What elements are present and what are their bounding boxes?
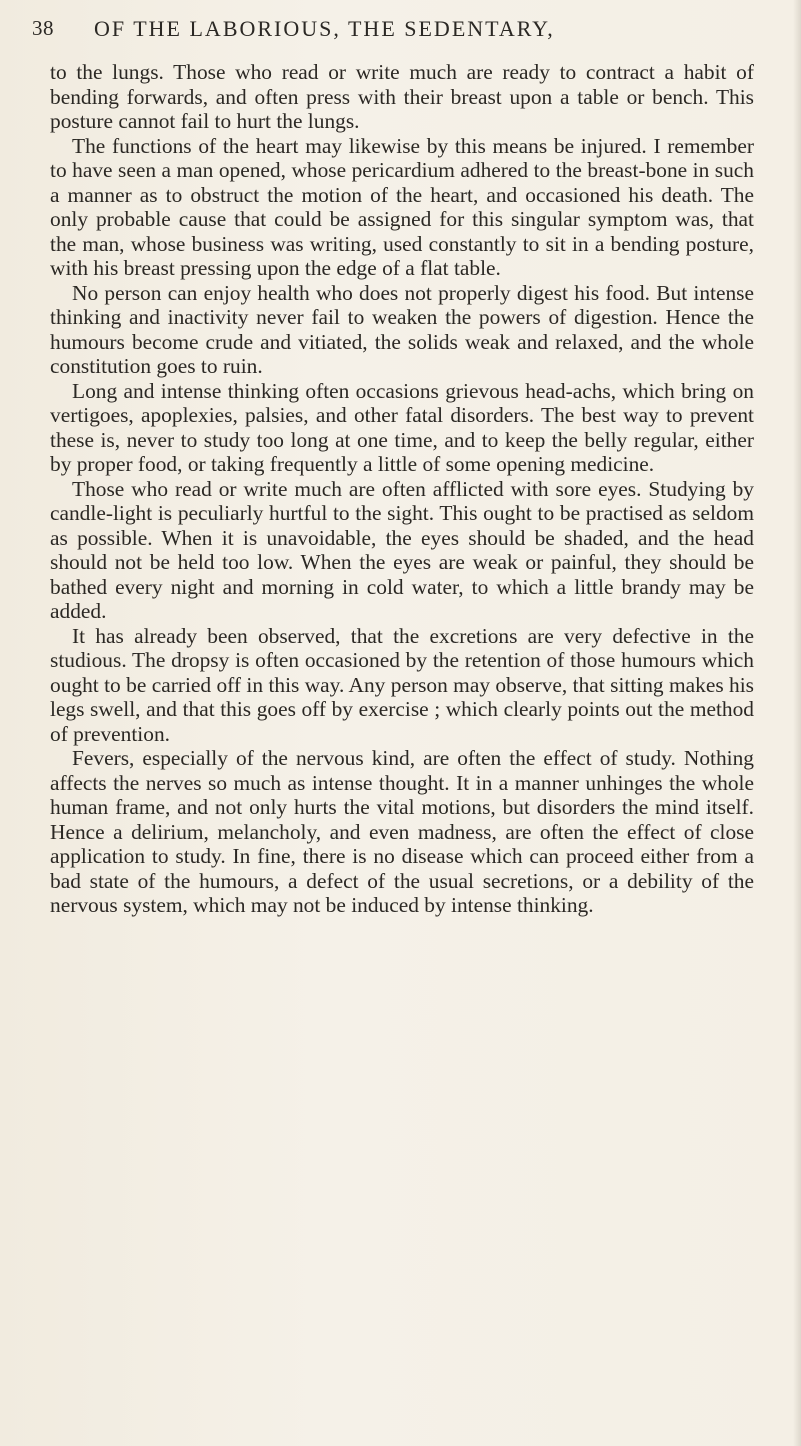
running-head: OF THE LABORIOUS, THE SEDENTARY, [94,16,555,41]
paragraph-digestion: No person can enjoy health who does not properly digest his food. But intense thinking and inactivity never fail to weaken the powers of digestion. Hence the humours become crude and vitiated, the solids weak and relaxed, and the whole constitution goes to ruin. [50,280,754,378]
page-number: 38 [32,16,54,40]
paragraph-continuation: to the lungs. Those who read or write much are ready to contract a habit of bending forwards, and often press with their breast upon a table or bench. This posture cannot fail to hurt the lungs. [50,60,754,133]
paragraph-fevers: Fevers, especially of the nervous kind, are often the effect of study. Nothing affects the nerves so much as intense thought. It in a manner unhinges the whole human frame, and not only hurts the vital motions, but disorders the mind itself. Hence a delirium, melancholy, and even madness, are often the effect of close application to study. In fine, there is no disease which can proceed either from a bad state of the humours, a defect of the usual secretions, or a debility of the nervous system, which may not be induced by intense thinking. [50,746,754,917]
paragraph-excretions: It has already been observed, that the excretions are very defective in the studious. The dropsy is often occasioned by the retention of those humours which ought to be carried off in this way. Any person may observe, that sitting makes his legs swell, and that this goes off by exercise ; which clearly points out the method of prevention. [50,623,754,746]
paragraph-head-achs: Long and intense thinking often occasions grievous head-achs, which bring on vertigoes, apoplexies, palsies, and other fatal disorders. The best way to prevent these is, never to study too long at one time, and to keep the belly regular, either by proper food, or taking frequently a little of some opening medicine. [50,378,754,476]
page-edge-shadow [793,0,801,1446]
paragraph-sore-eyes: Those who read or write much are often afflicted with sore eyes. Studying by candle-light is peculiarly hurtful to the sight. This ought to be practised as seldom as possible. When it is unavoidable, the eyes should be shaded, and the head should not be held too low. When the eyes are weak or painful, they should be bathed every night and morning in cold water, to which a little brandy may be added. [50,476,754,623]
body-text [50,60,754,918]
paragraph-heart: The functions of the heart may likewise by this means be injured. I remember to have seen a man opened, whose pericardium adhered to the breast-bone in such a manner as to obstruct the motion of the heart, and occasioned his death. The only probable cause that could be assigned for this singular symptom was, that the man, whose business was writing, used constantly to sit in a bending posture, with his breast pressing upon the edge of a flat table. [50,133,754,280]
page-header [32,8,732,48]
